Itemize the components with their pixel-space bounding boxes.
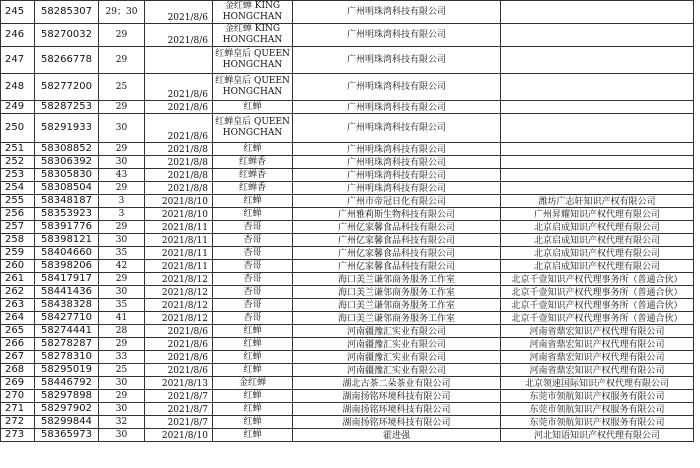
row-number: 263 <box>1 299 35 312</box>
agent-name: 广州昇耀知识产权代理有限公司 <box>501 208 694 221</box>
table-row <box>1 416 694 429</box>
agent-name <box>501 182 694 195</box>
applicant-name: 河南疆豫汇实业有限公司 <box>293 338 501 351</box>
registration-number: 58391776 <box>35 221 99 234</box>
class-number: 30 <box>99 429 145 442</box>
agent-name: 北京启成知识产权代理有限公司 <box>501 260 694 273</box>
trademark-name: 红蝉 <box>213 101 293 114</box>
application-date: 2021/8/8 <box>145 143 213 156</box>
agent-name <box>501 74 694 101</box>
row-number: 256 <box>1 208 35 221</box>
table-row <box>1 403 694 416</box>
applicant-name: 湖南扬铭环境科技有限公司 <box>293 403 501 416</box>
row-number: 270 <box>1 390 35 403</box>
table-row <box>1 156 694 169</box>
class-number: 30 <box>99 234 145 247</box>
row-number: 261 <box>1 273 35 286</box>
class-number: 35 <box>99 247 145 260</box>
application-date <box>145 47 213 74</box>
registration-number: 58308852 <box>35 143 99 156</box>
table-row <box>1 1 694 24</box>
trademark-name: 杏哥 <box>213 299 293 312</box>
agent-name: 北京启成知识产权代理有限公司 <box>501 247 694 260</box>
registration-number: 58438328 <box>35 299 99 312</box>
registration-number: 58404660 <box>35 247 99 260</box>
application-date: 2021/8/12 <box>145 312 213 325</box>
application-date: 2021/8/6 <box>145 364 213 377</box>
applicant-name: 河南疆豫汇实业有限公司 <box>293 325 501 338</box>
class-number: 43 <box>99 169 145 182</box>
table-row <box>1 208 694 221</box>
row-number: 262 <box>1 286 35 299</box>
row-number: 245 <box>1 1 35 24</box>
applicant-name: 广州亿家馨食品科技有限公司 <box>293 221 501 234</box>
application-date: 2021/8/6 <box>145 74 213 101</box>
class-number: 29 <box>99 273 145 286</box>
row-number: 250 <box>1 114 35 143</box>
agent-name: 东莞市领航知识产权服务有限公司 <box>501 416 694 429</box>
registration-number: 58441436 <box>35 286 99 299</box>
application-date: 2021/8/12 <box>145 273 213 286</box>
table-row <box>1 101 694 114</box>
table-row <box>1 390 694 403</box>
application-date: 2021/8/6 <box>145 101 213 114</box>
application-date: 2021/8/10 <box>145 429 213 442</box>
class-number: 42 <box>99 260 145 273</box>
trademark-name: 杏哥 <box>213 221 293 234</box>
class-number: 35 <box>99 299 145 312</box>
table-row <box>1 221 694 234</box>
applicant-name: 广州亿家馨食品科技有限公司 <box>293 260 501 273</box>
class-number: 29 <box>99 101 145 114</box>
trademark-name: 红蝉 <box>213 325 293 338</box>
application-date: 2021/8/6 <box>145 351 213 364</box>
trademark-name: 杏哥 <box>213 286 293 299</box>
application-date: 2021/8/7 <box>145 390 213 403</box>
agent-name: 北京千壹知识产权代理事务所（普通合伙） <box>501 312 694 325</box>
class-number: 3 <box>99 195 145 208</box>
registration-number: 58295019 <box>35 364 99 377</box>
registration-number: 58417917 <box>35 273 99 286</box>
applicant-name: 广州明珠湾科技有限公司 <box>293 114 501 143</box>
application-date: 2021/8/12 <box>145 299 213 312</box>
trademark-name: 红蝉香 <box>213 182 293 195</box>
trademark-name: 红蝉 <box>213 416 293 429</box>
agent-name: 东莞市领航知识产权服务有限公司 <box>501 390 694 403</box>
agent-name: 河北知语知识产权代理有限公司 <box>501 429 694 442</box>
class-number: 30 <box>99 377 145 390</box>
agent-name <box>501 47 694 74</box>
table-row <box>1 247 694 260</box>
trademark-name: 红蝉 <box>213 429 293 442</box>
class-number: 30 <box>99 403 145 416</box>
class-number: 25 <box>99 364 145 377</box>
applicant-name: 海口美兰谦邻商务服务工作室 <box>293 273 501 286</box>
agent-name: 北京领速国际知识产权代理有限公司 <box>501 377 694 390</box>
agent-name <box>501 156 694 169</box>
trademark-name: 杏哥 <box>213 312 293 325</box>
agent-name: 北京千壹知识产权代理事务所（普通合伙） <box>501 299 694 312</box>
agent-name <box>501 114 694 143</box>
application-date: 2021/8/11 <box>145 234 213 247</box>
agent-name: 河南省鼎宏知识产权代理有限公司 <box>501 364 694 377</box>
agent-name <box>501 1 694 24</box>
registration-number: 58285307 <box>35 1 99 24</box>
applicant-name: 海口美兰谦邻商务服务工作室 <box>293 286 501 299</box>
registration-number: 58291933 <box>35 114 99 143</box>
application-date: 2021/8/8 <box>145 169 213 182</box>
class-number: 41 <box>99 312 145 325</box>
application-date: 2021/8/11 <box>145 221 213 234</box>
agent-name: 北京启成知识产权代理有限公司 <box>501 221 694 234</box>
class-number: 29 <box>99 24 145 47</box>
applicant-name: 广州明珠湾科技有限公司 <box>293 24 501 47</box>
registration-number: 58274441 <box>35 325 99 338</box>
table-body <box>1 1 694 442</box>
trademark-name: 金红蝉 <box>213 377 293 390</box>
row-number: 258 <box>1 234 35 247</box>
trademark-name: 红蝉 <box>213 208 293 221</box>
application-date: 2021/8/11 <box>145 260 213 273</box>
class-number: 3 <box>99 208 145 221</box>
class-number: 28 <box>99 325 145 338</box>
class-number: 29 <box>99 390 145 403</box>
table-row <box>1 195 694 208</box>
table-row <box>1 273 694 286</box>
agent-name <box>501 101 694 114</box>
trademark-name: 红蝉 <box>213 403 293 416</box>
application-date: 2021/8/6 <box>145 325 213 338</box>
agent-name <box>501 169 694 182</box>
applicant-name: 广州明珠湾科技有限公司 <box>293 156 501 169</box>
registration-number: 58266778 <box>35 47 99 74</box>
applicant-name: 广州明珠湾科技有限公司 <box>293 101 501 114</box>
row-number: 252 <box>1 156 35 169</box>
applicant-name: 广州雅莉斯生物科技有限公司 <box>293 208 501 221</box>
trademark-name: 红蝉 <box>213 338 293 351</box>
application-date: 2021/8/12 <box>145 286 213 299</box>
registration-number: 58278310 <box>35 351 99 364</box>
agent-name: 东莞市领航知识产权服务有限公司 <box>501 403 694 416</box>
registration-number: 58287253 <box>35 101 99 114</box>
trademark-name: 杏哥 <box>213 234 293 247</box>
row-number: 247 <box>1 47 35 74</box>
registration-number: 58308504 <box>35 182 99 195</box>
table-row <box>1 429 694 442</box>
table-row <box>1 182 694 195</box>
row-number: 267 <box>1 351 35 364</box>
registration-number: 58353923 <box>35 208 99 221</box>
class-number: 29 <box>99 182 145 195</box>
application-date: 2021/8/8 <box>145 156 213 169</box>
applicant-name: 海口美兰谦邻商务服务工作室 <box>293 299 501 312</box>
class-number: 29 <box>99 221 145 234</box>
trademark-name: 杏哥 <box>213 247 293 260</box>
application-date: 2021/8/11 <box>145 247 213 260</box>
row-number: 255 <box>1 195 35 208</box>
table-row <box>1 143 694 156</box>
applicant-name: 广州明珠湾科技有限公司 <box>293 47 501 74</box>
agent-name <box>501 143 694 156</box>
agent-name: 河南省鼎宏知识产权代理有限公司 <box>501 351 694 364</box>
applicant-name: 广州明珠湾科技有限公司 <box>293 74 501 101</box>
applicant-name: 霍进强 <box>293 429 501 442</box>
registration-number: 58270032 <box>35 24 99 47</box>
table-row <box>1 286 694 299</box>
applicant-name: 湖北古茶二朵茶业有限公司 <box>293 377 501 390</box>
registration-number: 58365973 <box>35 429 99 442</box>
trademark-name: 金红蝉 KING HONGCHAN <box>213 24 293 47</box>
applicant-name: 广州明珠湾科技有限公司 <box>293 143 501 156</box>
table-row <box>1 47 694 74</box>
applicant-name: 广州市帝冠日化有限公司 <box>293 195 501 208</box>
row-number: 272 <box>1 416 35 429</box>
application-date: 2021/8/6 <box>145 24 213 47</box>
agent-name <box>501 24 694 47</box>
row-number: 273 <box>1 429 35 442</box>
row-number: 254 <box>1 182 35 195</box>
applicant-name: 海口美兰谦邻商务服务工作室 <box>293 312 501 325</box>
application-date: 2021/8/6 <box>145 1 213 24</box>
trademark-name: 红蝉皇后 QUEEN HONGCHAN <box>213 74 293 101</box>
table-row <box>1 74 694 101</box>
applicant-name: 广州明珠湾科技有限公司 <box>293 1 501 24</box>
applicant-name: 广州明珠湾科技有限公司 <box>293 169 501 182</box>
registration-number: 58277200 <box>35 74 99 101</box>
trademark-name: 红蝉 <box>213 195 293 208</box>
class-number: 30 <box>99 286 145 299</box>
table-row <box>1 114 694 143</box>
table-row <box>1 351 694 364</box>
application-date: 2021/8/13 <box>145 377 213 390</box>
application-date: 2021/8/7 <box>145 416 213 429</box>
agent-name: 北京千壹知识产权代理事务所（普通合伙） <box>501 286 694 299</box>
trademark-name: 红蝉皇后 QUEEN HONGCHAN <box>213 47 293 74</box>
trademark-name: 红蝉香 <box>213 169 293 182</box>
row-number: 260 <box>1 260 35 273</box>
agent-name: 河南省鼎宏知识产权代理有限公司 <box>501 325 694 338</box>
table-row <box>1 312 694 325</box>
registration-number: 58278287 <box>35 338 99 351</box>
applicant-name: 湖南扬铭环境科技有限公司 <box>293 416 501 429</box>
row-number: 264 <box>1 312 35 325</box>
table-row <box>1 260 694 273</box>
class-number: 30 <box>99 114 145 143</box>
registration-number: 58306392 <box>35 156 99 169</box>
row-number: 249 <box>1 101 35 114</box>
trademark-name: 杏哥 <box>213 273 293 286</box>
registration-number: 58398121 <box>35 234 99 247</box>
agent-name: 北京启成知识产权代理有限公司 <box>501 234 694 247</box>
table-row <box>1 169 694 182</box>
agent-name: 河南省鼎宏知识产权代理有限公司 <box>501 338 694 351</box>
application-date: 2021/8/10 <box>145 208 213 221</box>
registration-number: 58398206 <box>35 260 99 273</box>
table-row <box>1 364 694 377</box>
registration-number: 58446792 <box>35 377 99 390</box>
applicant-name: 广州明珠湾科技有限公司 <box>293 182 501 195</box>
application-date: 2021/8/6 <box>145 338 213 351</box>
application-date: 2021/8/10 <box>145 195 213 208</box>
table-row <box>1 234 694 247</box>
application-date: 2021/8/8 <box>145 182 213 195</box>
applicant-name: 河南疆豫汇实业有限公司 <box>293 364 501 377</box>
class-number: 32 <box>99 416 145 429</box>
trademark-name: 金红蝉 KING HONGCHAN <box>213 1 293 24</box>
row-number: 268 <box>1 364 35 377</box>
trademark-name: 红蝉香 <box>213 156 293 169</box>
class-number: 33 <box>99 351 145 364</box>
row-number: 246 <box>1 24 35 47</box>
trademark-name: 红蝉 <box>213 351 293 364</box>
table-row <box>1 325 694 338</box>
registration-number: 58299844 <box>35 416 99 429</box>
registration-number: 58427710 <box>35 312 99 325</box>
applicant-name: 湖南扬铭环境科技有限公司 <box>293 390 501 403</box>
row-number: 257 <box>1 221 35 234</box>
registration-number: 58297898 <box>35 390 99 403</box>
row-number: 271 <box>1 403 35 416</box>
trademark-name: 红蝉皇后 QUEEN HONGCHAN <box>213 114 293 143</box>
row-number: 251 <box>1 143 35 156</box>
applicant-name: 广州亿家馨食品科技有限公司 <box>293 234 501 247</box>
registration-number: 58305830 <box>35 169 99 182</box>
agent-name: 潍坊广志轩知识产权有限公司 <box>501 195 694 208</box>
class-number: 29；30 <box>99 1 145 24</box>
row-number: 253 <box>1 169 35 182</box>
trademark-name: 红蝉 <box>213 364 293 377</box>
trademark-name: 红蝉 <box>213 390 293 403</box>
row-number: 269 <box>1 377 35 390</box>
class-number: 25 <box>99 74 145 101</box>
applicant-name: 河南疆豫汇实业有限公司 <box>293 351 501 364</box>
row-number: 259 <box>1 247 35 260</box>
row-number: 265 <box>1 325 35 338</box>
application-date: 2021/8/7 <box>145 403 213 416</box>
class-number: 29 <box>99 338 145 351</box>
class-number: 29 <box>99 47 145 74</box>
application-date: 2021/8/6 <box>145 114 213 143</box>
table-row <box>1 24 694 47</box>
applicant-name: 广州亿家馨食品科技有限公司 <box>293 247 501 260</box>
agent-name: 北京千壹知识产权代理事务所（普通合伙） <box>501 273 694 286</box>
trademark-name: 红蝉 <box>213 143 293 156</box>
row-number: 248 <box>1 74 35 101</box>
registration-number: 58348187 <box>35 195 99 208</box>
class-number: 30 <box>99 156 145 169</box>
table-row <box>1 338 694 351</box>
table-row <box>1 377 694 390</box>
trademark-name: 杏哥 <box>213 260 293 273</box>
class-number: 29 <box>99 143 145 156</box>
row-number: 266 <box>1 338 35 351</box>
registration-number: 58297902 <box>35 403 99 416</box>
table-row <box>1 299 694 312</box>
